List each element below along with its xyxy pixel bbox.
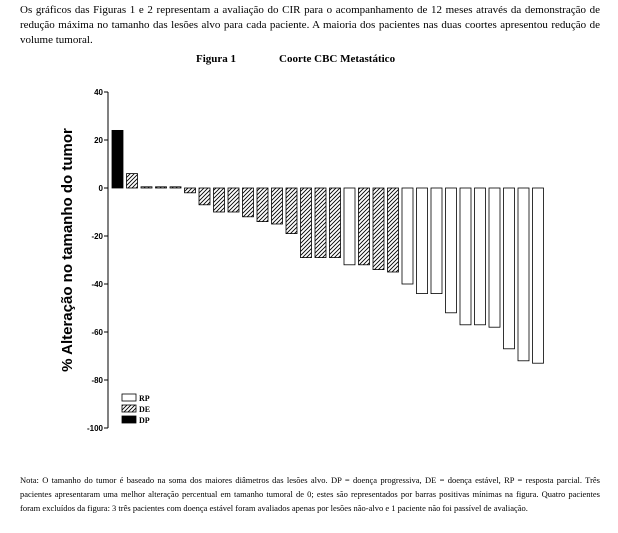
- legend: [122, 394, 150, 425]
- y-tick-label: 0: [98, 184, 103, 193]
- intro-paragraph: Os gráficos das Figuras 1 e 2 representam a avaliação do CIR para o acompanhamento de 12 meses através da demonstração de redução máxima no tamanho das lesões alvo para cada paciente. A maioria dos pacientes nas duas coortes apresentou redução de volume tumoral.: [20, 4, 600, 46]
- bar-rp: [504, 188, 515, 349]
- bar-de: [388, 188, 399, 272]
- y-tick-label: -80: [91, 376, 103, 385]
- y-axis: [87, 88, 108, 433]
- legend-swatch-dp: [122, 416, 136, 423]
- bar-rp: [460, 188, 471, 325]
- bar-rp: [446, 188, 457, 313]
- y-tick-label: -40: [91, 280, 103, 289]
- bar-de: [301, 188, 312, 258]
- bar-de: [141, 187, 152, 188]
- bar-de: [315, 188, 326, 258]
- footnote: Nota: O tamanho do tumor é baseado na soma dos maiores diâmetros das lesões alvo. DP = doença progressiva, DE = doença estável, RP = resposta parcial. Três pacientes apresentaram uma melhor alteração percentual em tamanho tumoral de 0; estes são representados por barras positivas mínimas na figura. Quatro pacientes foram excluídos da figura: 3 três pacientes com doença estável foram avaliados apenas por lesões não-alvo e 1 paciente não foi passível de avaliação.: [20, 475, 600, 513]
- bar-rp: [417, 188, 428, 294]
- bar-dp: [112, 130, 123, 188]
- legend-label-dp: DP: [139, 416, 150, 425]
- bar-de: [185, 188, 196, 193]
- bar-de: [156, 187, 167, 188]
- bar-rp: [489, 188, 500, 327]
- bar-rp: [431, 188, 442, 294]
- bar-de: [272, 188, 283, 224]
- bar-de: [127, 174, 138, 188]
- bar-rp: [518, 188, 529, 361]
- bar-rp: [344, 188, 355, 265]
- bar-de: [373, 188, 384, 270]
- y-tick-label: 40: [94, 88, 103, 97]
- bar-de: [359, 188, 370, 265]
- bar-de: [214, 188, 225, 212]
- bar-de: [228, 188, 239, 212]
- legend-swatch-rp: [122, 394, 136, 401]
- bar-rp: [475, 188, 486, 325]
- bar-rp: [533, 188, 544, 363]
- y-tick-label: -60: [91, 328, 103, 337]
- legend-label-de: DE: [139, 405, 151, 414]
- bars: [112, 130, 544, 363]
- cohort-title: Coorte CBC Metastático: [279, 53, 396, 65]
- bar-rp: [402, 188, 413, 284]
- bar-de: [330, 188, 341, 258]
- y-tick-label: -20: [91, 232, 103, 241]
- bar-de: [170, 187, 181, 188]
- figure-label: Figura 1: [196, 53, 237, 65]
- legend-swatch-de: [122, 405, 136, 412]
- legend-label-rp: RP: [139, 394, 150, 403]
- y-tick-label: 20: [94, 136, 103, 145]
- bar-de: [257, 188, 268, 222]
- y-axis-label: % Alteração no tamanho do tumor: [59, 128, 76, 372]
- y-tick-label: -100: [86, 424, 103, 433]
- bar-de: [243, 188, 254, 217]
- bar-de: [199, 188, 210, 205]
- bar-de: [286, 188, 297, 234]
